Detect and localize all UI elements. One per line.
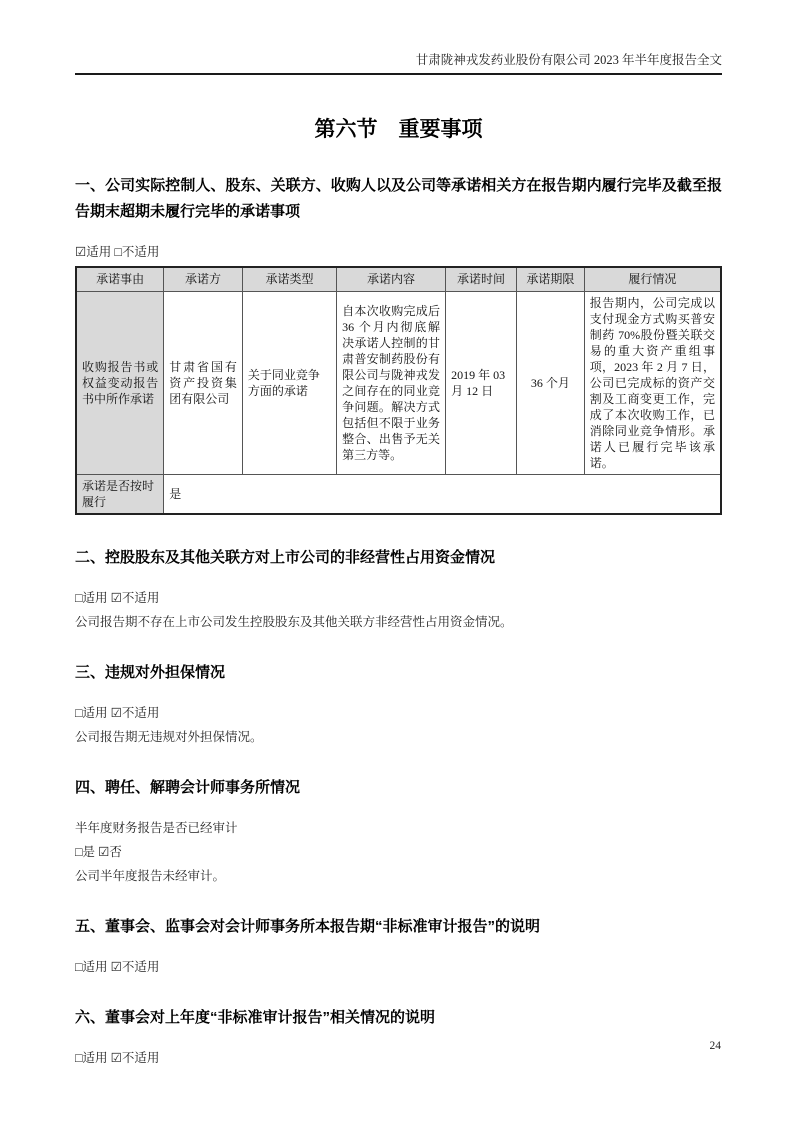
section-2-note: 公司报告期不存在上市公司发生控股股东及其他关联方非经营性占用资金情况。 <box>75 614 513 629</box>
commitments-table <box>75 266 722 515</box>
section-6 <box>75 1005 722 1066</box>
section-3-note: 公司报告期无违规对外担保情况。 <box>75 729 263 744</box>
page-title: 第六节 重要事项 <box>314 118 483 141</box>
section-4-audit-question: 半年度财务报告是否已经审计 <box>75 820 238 835</box>
table-row-commitment <box>76 291 721 474</box>
cell-commitment-content: 自本次收购完成后 36 个月内彻底解决承诺人控制的甘肃普安制药股份有限公司与陇神戎发之间存在的同业竞争问题。解决方式包括但不限于业务整合、出售予无关第三方等。 <box>337 291 446 474</box>
section-5-heading: 五、董事会、监事会对会计师事务所本报告期“非标准审计报告”的说明 <box>75 917 541 935</box>
cell-fulfillment: 报告期内，公司完成以支付现金方式购买普安制药 70%股份暨关联交易的重大资产重组事项，2023 年 2 月 7 日，公司已完成标的资产交割及工商变更工作，完成了本次收购工作，已消除同业竞争情形。承诺人已履行完毕该承诺。 <box>584 291 721 474</box>
document-header-text: 甘肃陇神戎发药业股份有限公司 2023 年半年度报告全文 <box>415 53 722 67</box>
section-4-yes-no: □是 ☑否 <box>75 844 122 859</box>
cell-commitment-time: 2019 年 03 月 12 日 <box>446 291 517 474</box>
cell-commitment-party: 甘肃省国有资产投资集团有限公司 <box>164 291 243 474</box>
section-1 <box>75 173 722 515</box>
section-2 <box>75 545 722 630</box>
cell-commitment-cause: 收购报告书或权益变动报告书中所作承诺 <box>76 291 164 474</box>
section-3-heading: 三、违规对外担保情况 <box>75 663 226 681</box>
col-header-fulfillment: 履行情况 <box>584 267 721 291</box>
section-4-note: 公司半年度报告未经审计。 <box>75 868 226 883</box>
col-header-commitment-content: 承诺内容 <box>337 267 446 291</box>
section-1-applicability: ☑适用 □不适用 <box>75 245 160 259</box>
document-header <box>75 52 722 68</box>
section-3-applicability: □适用 ☑不适用 <box>75 705 160 720</box>
section-4-heading: 四、聘任、解聘会计师事务所情况 <box>75 778 301 796</box>
col-header-commitment-term: 承诺期限 <box>517 267 585 291</box>
cell-commitment-type: 关于同业竞争方面的承诺 <box>242 291 336 474</box>
cell-ontime-value: 是 <box>164 474 721 514</box>
section-6-applicability: □适用 ☑不适用 <box>75 1050 160 1065</box>
cell-ontime-label: 承诺是否按时履行 <box>76 474 164 514</box>
section-4 <box>75 775 722 884</box>
col-header-commitment-cause: 承诺事由 <box>76 267 164 291</box>
section-1-heading: 一、公司实际控制人、股东、关联方、收购人以及公司等承诺相关方在报告期内履行完毕及截至报告期末超期未履行完毕的承诺事项 <box>75 177 722 220</box>
col-header-commitment-time: 承诺时间 <box>446 267 517 291</box>
header-rule <box>75 73 722 75</box>
page-number: 24 <box>709 1040 721 1052</box>
section-2-heading: 二、控股股东及其他关联方对上市公司的非经营性占用资金情况 <box>75 548 496 566</box>
table-row-ontime <box>76 474 721 514</box>
cell-commitment-term: 36 个月 <box>517 291 585 474</box>
col-header-commitment-type: 承诺类型 <box>242 267 336 291</box>
section-5-applicability: □适用 ☑不适用 <box>75 959 160 974</box>
col-header-commitment-party: 承诺方 <box>164 267 243 291</box>
section-6-heading: 六、董事会对上年度“非标准审计报告”相关情况的说明 <box>75 1008 436 1026</box>
section-5 <box>75 914 722 975</box>
table-header-row <box>76 267 721 291</box>
section-2-applicability: □适用 ☑不适用 <box>75 590 160 605</box>
section-3 <box>75 660 722 745</box>
